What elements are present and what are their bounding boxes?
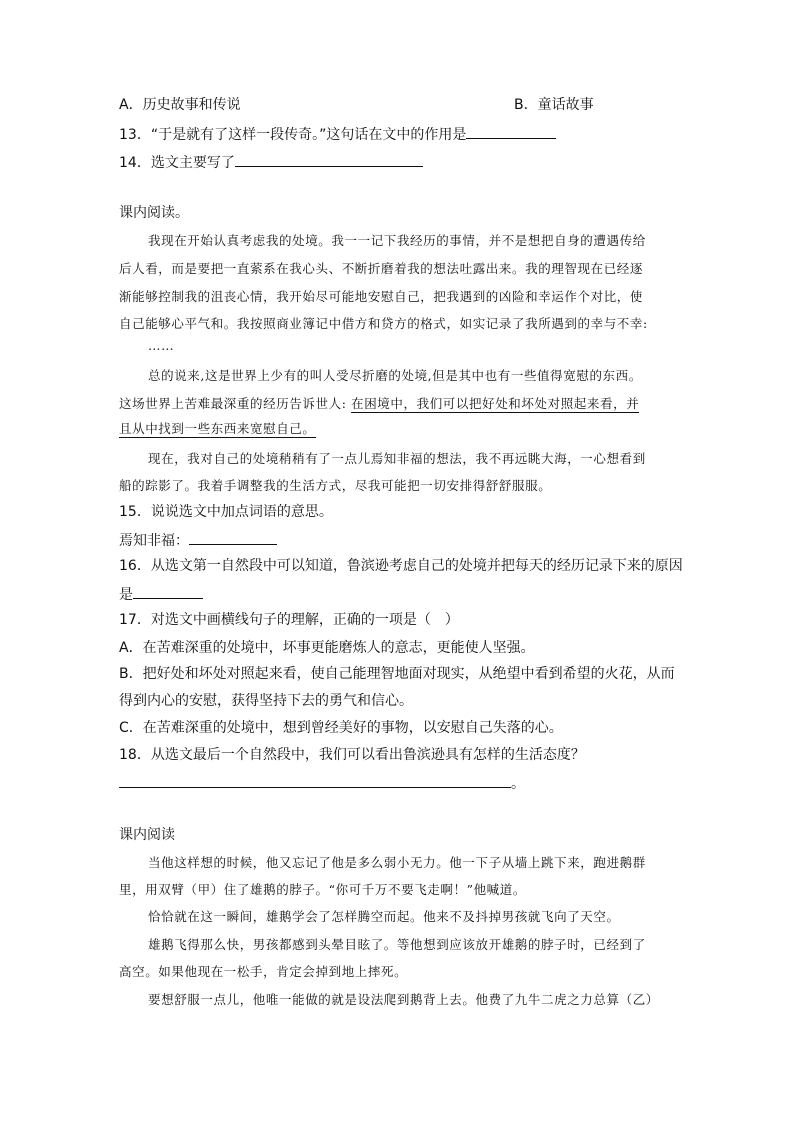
passage-line: 里，用双臂（甲）住了雄鹅的脖子。“你可千万不要飞走啊！”他喊道。 [119,882,526,897]
passage-line: 我现在开始认真考虑我的处境。我一一记下我经历的事情，并不是想把自身的遭遇传给 [148,233,646,248]
section-heading: 课内阅读 [119,827,175,843]
q13-answer-blank[interactable] [466,124,556,139]
underlined-sentence: 在困境中，我们可以把好处和坏处对照起来看，并 [351,396,640,411]
q17-option-b[interactable]: B．把好处和坏处对照起来看，使自己能理智地面对现实，从绝望中看到希望的火花，从而 [119,666,675,682]
q15-word-row [119,530,277,550]
question-18: 18．从选文最后一个自然段中，我们可以看出鲁滨逊具有怎样的生活态度？ [119,747,585,763]
passage-ellipsis: …… [148,338,175,353]
passage-line: 当他这样想的时候，他又忘记了他是多么弱小无力。他一下子从墙上跳下来，跑进鹅群 [148,855,646,870]
question-17: 17．对选文中画横线句子的理解，正确的一项是（ ） [119,612,459,628]
q17-option-b-cont: 得到内心的安慰，获得坚持下去的勇气和信心。 [119,693,413,709]
q15-word: 焉知非福： [119,533,189,549]
passage-line: 船的踪影了。我着手调整我的生活方式，尽我可能把一切安排得舒舒服服。 [119,478,552,493]
passage-text: 这场世界上苦难最深重的经历告诉世人: [119,396,352,411]
question-13 [119,124,556,144]
passage-line: 总的说来,这是世界上少有的叫人受尽折磨的处境,但是其中也有一些值得宽慰的东西。 [148,368,642,383]
q12-option-b: B．童话故事 [514,97,594,113]
q12-option-a: A．历史故事和传说 [119,97,241,113]
underlined-sentence: 且从中找到一些东西来宽慰自己。 [119,421,316,436]
q15-answer-blank[interactable] [189,530,277,545]
q12-options [119,96,594,114]
q18-answer-blank[interactable] [119,773,511,788]
section-heading: 课内阅读。 [119,205,189,221]
passage-line: 自己能够心平气和。我按照商业簿记中借方和贷方的格式，如实记录了我所遇到的幸与不幸: [119,316,648,331]
q17-option-c[interactable]: C．在苦难深重的处境中，想到曾经美好的事物，以安慰自己失落的心。 [119,720,563,736]
passage-line: 渐能够控制我的沮丧心情，我开始尽可能地安慰自己，把我遇到的凶险和幸运作个对比，使 [119,289,644,304]
question-14 [119,152,423,172]
passage-line [119,420,316,438]
q16-text: 是 [119,587,133,603]
q13-text: 13．“于是就有了这样一段传奇。”这句话在文中的作用是 [119,127,467,143]
q18-answer-row [119,773,525,793]
q14-answer-blank[interactable] [235,152,423,167]
passage-line: 现在，我对自己的处境稍稍有了一点儿焉知非福的想法，我不再远眺大海，一心想看到 [148,451,646,466]
q16-answer-blank[interactable] [133,584,203,599]
q18-end-mark: 。 [511,776,525,792]
passage-line [119,395,639,413]
passage-line: 雄鹅飞得那么快，男孩都感到头晕目眩了。等他想到应该放开雄鹅的脖子时，已经到了 [148,937,646,952]
question-16-cont [119,584,203,604]
passage-line: 要想舒服一点儿，他唯一能做的就是设法爬到鹅背上去。他费了九牛二虎之力总算（乙） [148,992,659,1007]
question-15: 15．说说选文中加点词语的意思。 [119,504,333,520]
question-16: 16．从选文第一自然段中可以知道，鲁滨逊考虑自己的处境并把每天的经历记录下来的原因 [119,558,683,574]
passage-line: 后人看，而是要把一直萦系在我心头、不断折磨着我的想法吐露出来。我的理智现在已经逐 [119,261,644,276]
passage-line: 高空。如果他现在一松手，肯定会掉到地上摔死。 [119,964,408,979]
q14-text: 14．选文主要写了 [119,155,235,171]
passage-line: 恰恰就在这一瞬间，雄鹅学会了怎样腾空而起。他来不及抖掉男孩就飞向了天空。 [148,909,620,924]
q17-option-a[interactable]: A．在苦难深重的处境中，坏事更能磨炼人的意志，更能使人坚强。 [119,640,535,656]
